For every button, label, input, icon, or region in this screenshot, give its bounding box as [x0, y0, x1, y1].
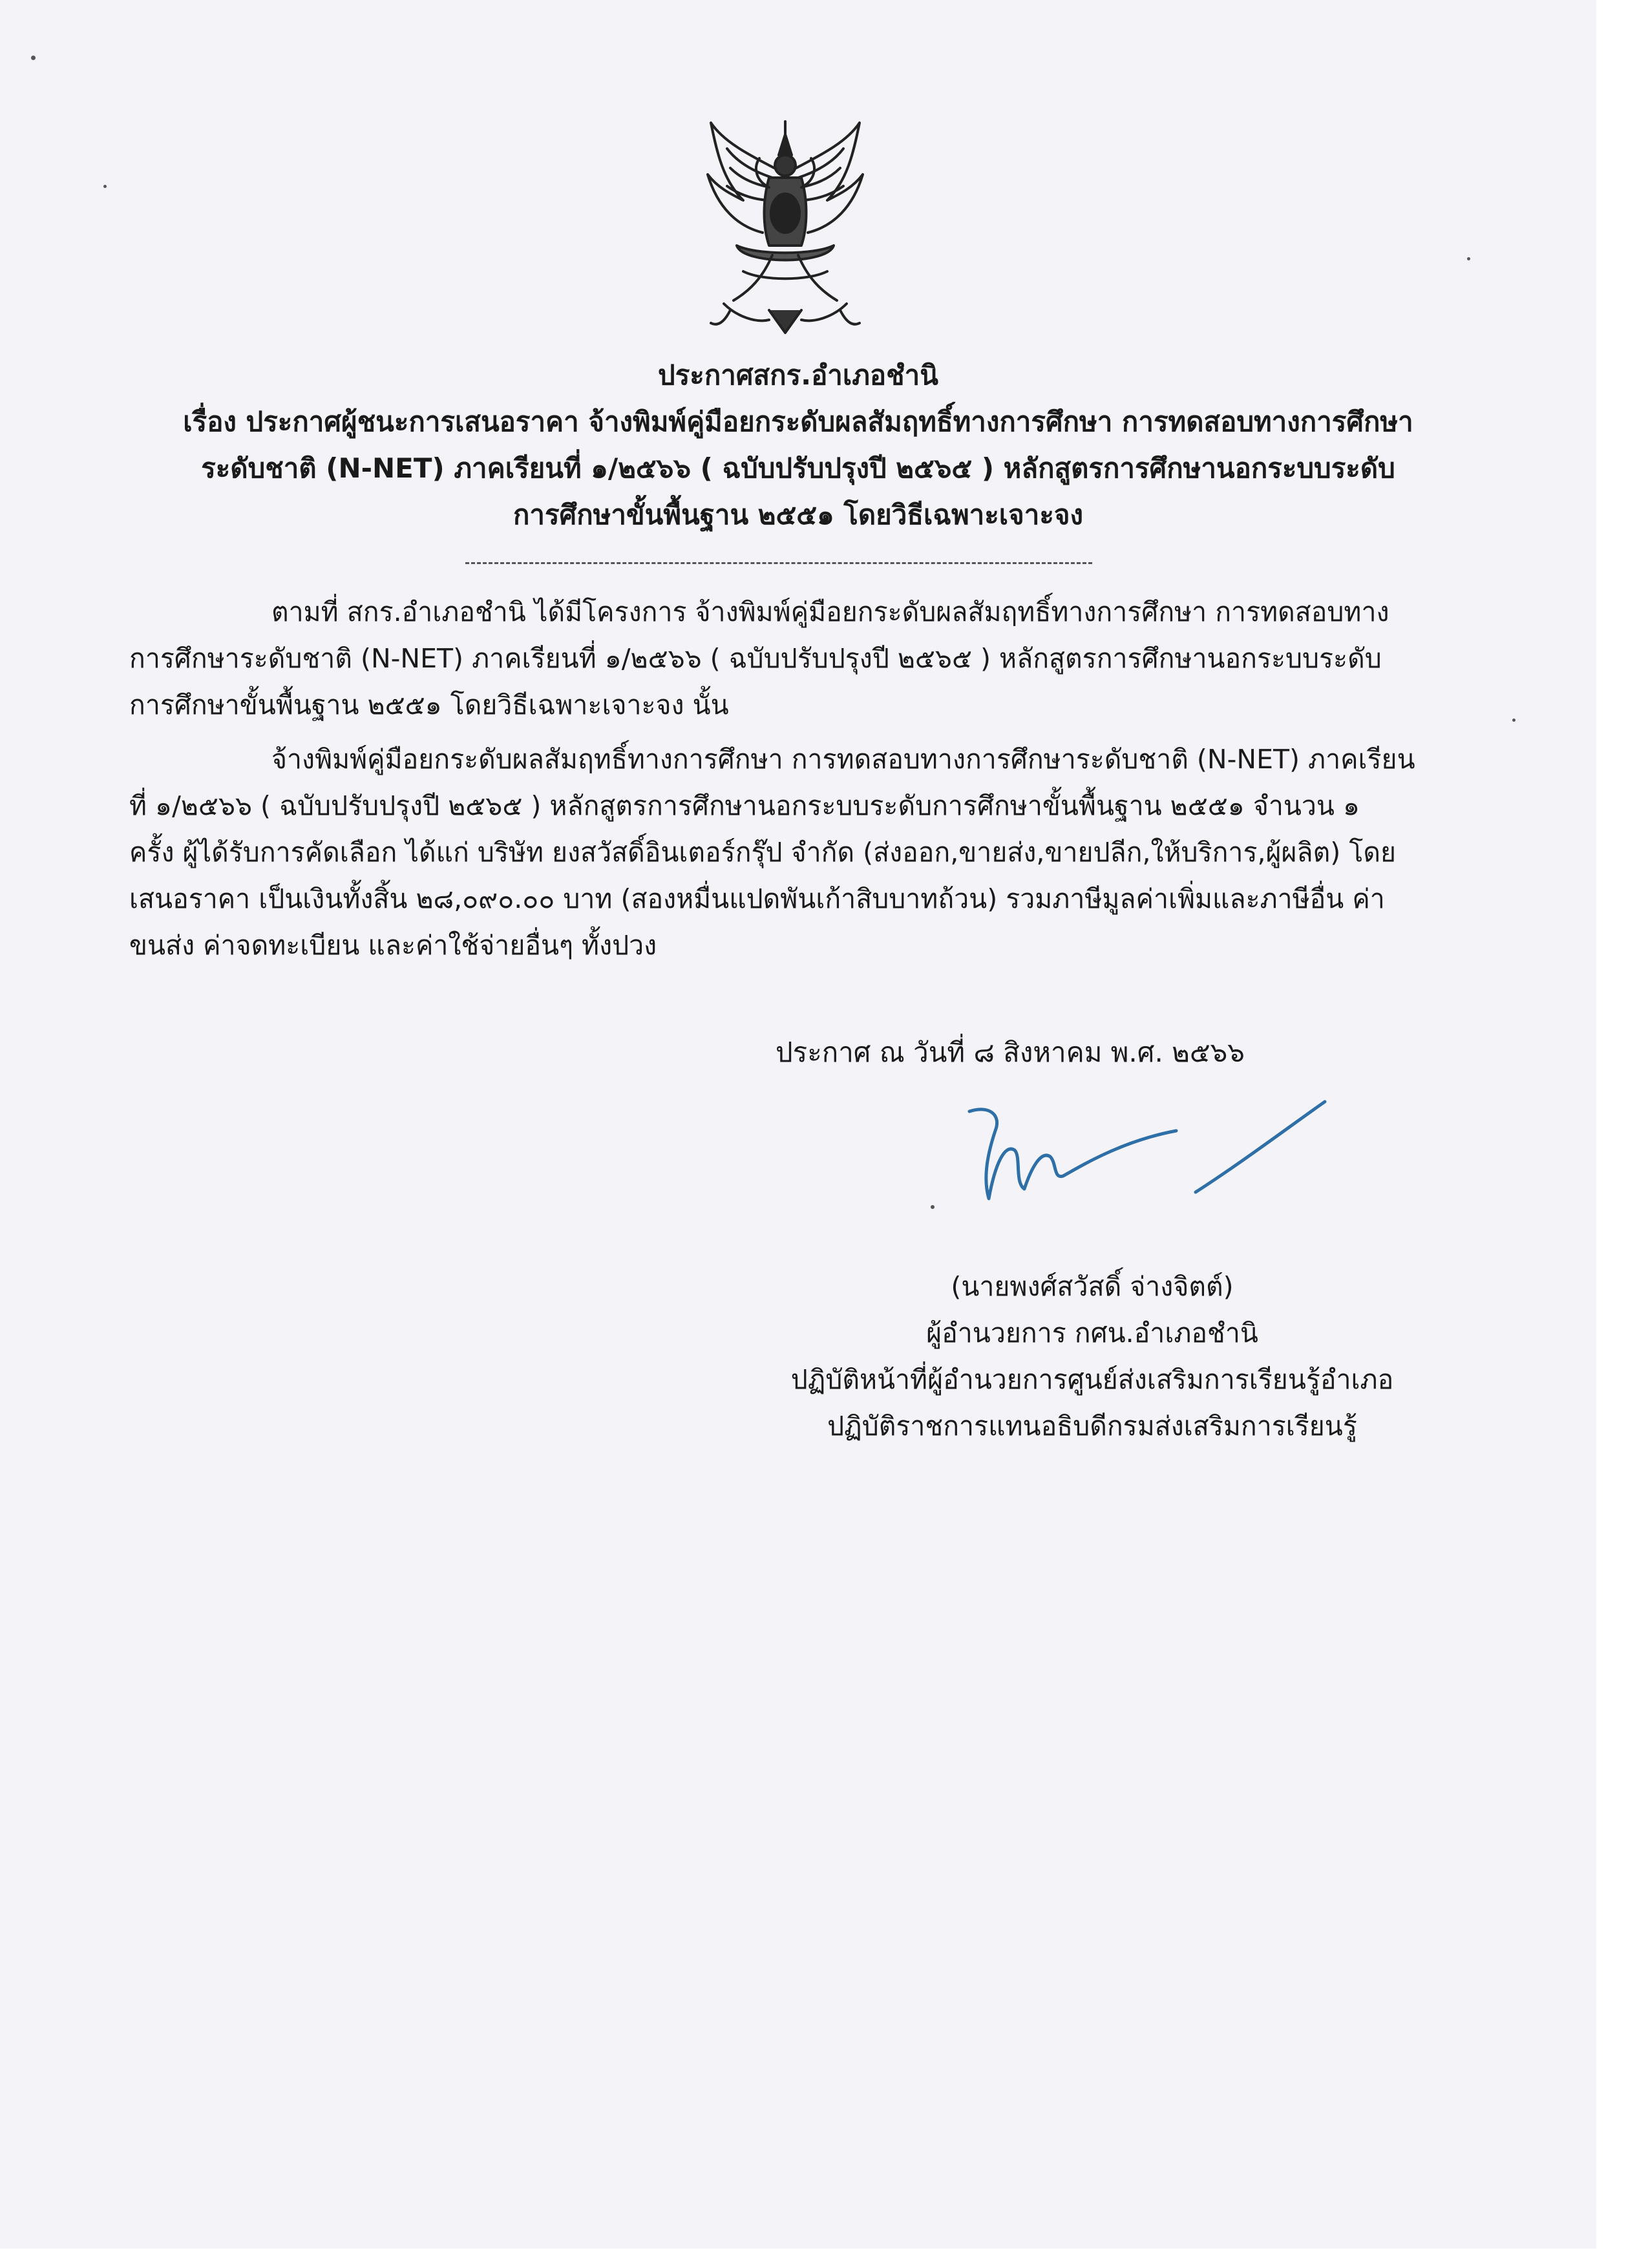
subject-line-3: การศึกษาขั้นพื้นฐาน ๒๕๕๑ โดยวิธีเฉพาะเจาะจง	[512, 499, 1084, 530]
signer-position-1: ผู้อำนวยการ กศน.อำเภอชำนิ	[926, 1318, 1258, 1349]
paragraph-1-line-1: ตามที่ สกร.อำเภอชำนิ ได้มีโครงการ จ้างพิมพ์คู่มือยกระดับผลสัมฤทธิ์ทางการศึกษา การทดสอบทาง	[271, 596, 1389, 627]
signer-position-2: ปฏิบัติหน้าที่ผู้อำนวยการศูนย์ส่งเสริมการเรียนรู้อำเภอ	[790, 1364, 1394, 1395]
scan-speck	[1467, 257, 1470, 260]
scan-speck	[31, 56, 36, 60]
handwritten-signature	[918, 1066, 1344, 1221]
paragraph-1-line-3: การศึกษาขั้นพื้นฐาน ๒๕๕๑ โดยวิธีเฉพาะเจาะจง นั้น	[129, 689, 729, 720]
document-title: ประกาศสกร.อำเภอชำนิ	[658, 359, 938, 391]
paragraph-2-line-2: ที่ ๑/๒๕๖๖ ( ฉบับปรับปรุงปี ๒๕๖๕ ) หลักสูตรการศึกษานอกระบบระดับการศึกษาขั้นพื้นฐาน ๒๕๕๑ จำนวน ๑	[129, 790, 1360, 821]
paragraph-2-line-3: ครั้ง ผู้ได้รับการคัดเลือก ได้แก่ บริษัท ยงสวัสดิ์อินเตอร์กรุ๊ป จำกัด (ส่งออก,ขายส่ง,ขายปลีก,ให้บริการ,ผู้ผลิต) โดย	[129, 837, 1396, 868]
signer-name: (นายพงศ์สวัสดิ์ จ่างจิตต์)	[951, 1271, 1234, 1302]
announcement-date: ประกาศ ณ วันที่ ๘ สิงหาคม พ.ศ. ๒๕๖๖	[776, 1036, 1245, 1068]
paragraph-2-line-4: เสนอราคา เป็นเงินทั้งสิ้น ๒๘,๐๙๐.๐๐ บาท (สองหมื่นแปดพันเก้าสิบบาทถ้วน) รวมภาษีมูลค่าเพิ่มและภาษีอื่น ค่า	[129, 883, 1385, 914]
paragraph-1-line-2: การศึกษาระดับชาติ (N-NET) ภาคเรียนที่ ๑/๒๕๖๖ ( ฉบับปรับปรุงปี ๒๕๖๕ ) หลักสูตรการศึกษานอกระบบระดับ	[129, 643, 1382, 674]
subject-line-1: เรื่อง ประกาศผู้ชนะการเสนอราคา จ้างพิมพ์คู่มือยกระดับผลสัมฤทธิ์ทางการศึกษา การทดสอบทางการศึกษา	[183, 406, 1413, 437]
subject-line-2: ระดับชาติ (N-NET) ภาคเรียนที่ ๑/๒๕๖๖ ( ฉบับปรับปรุงปี ๒๕๖๕ ) หลักสูตรการศึกษานอกระบบระดับ	[201, 452, 1395, 484]
title-divider	[465, 562, 1092, 564]
scan-speck	[103, 185, 107, 188]
scan-margin-bottom	[0, 2249, 1648, 2268]
scan-margin-right	[1596, 0, 1648, 2268]
paragraph-2-line-5: ขนส่ง ค่าจดทะเบียน และค่าใช้จ่ายอื่นๆ ทั้งปวง	[129, 930, 657, 961]
paragraph-2-line-1: จ้างพิมพ์คู่มือยกระดับผลสัมฤทธิ์ทางการศึกษา การทดสอบทางการศึกษาระดับชาติ (N-NET) ภาคเรียน	[271, 744, 1415, 775]
signer-position-3: ปฏิบัติราชการแทนอธิบดีกรมส่งเสริมการเรียนรู้	[827, 1411, 1357, 1442]
garuda-emblem	[698, 116, 872, 336]
scan-speck	[1512, 719, 1516, 722]
